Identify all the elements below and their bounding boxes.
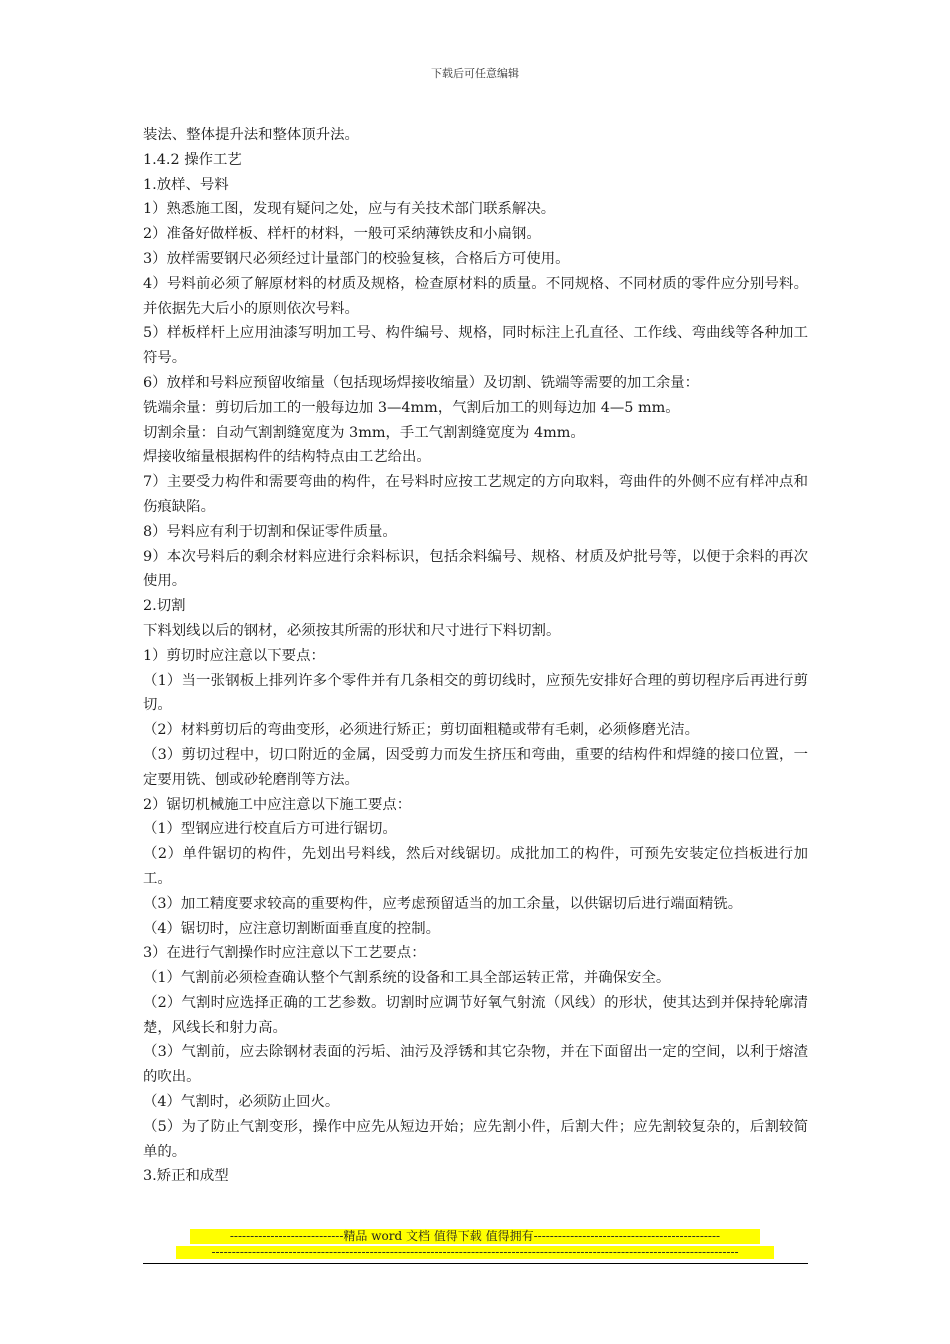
paragraph: （4）锯切时，应注意切割断面垂直度的控制。 [143,920,440,937]
footer-banner-dashes: ---------------------------------------------------------------------------------------------------------------------------------- [176,1246,774,1259]
paragraph: （3）加工精度要求较高的重要构件，应考虑预留适当的加工余量，以供锯切后进行端面精铣。 [143,895,743,912]
paragraph: 5）样板样杆上应用油漆写明加工号、构件编号、规格，同时标注上孔直径、工作线、弯曲线等各种加工符号。 [143,325,808,367]
paragraph: 装法、整体提升法和整体顶升法。 [143,127,359,143]
paragraph: 铣端余量：剪切后加工的一般每边加 3—4mm，气割后加工的则每边加 4—5 mm。 [143,399,680,416]
paragraph: （1）气割前必须检查确认整个气割系统的设备和工具全部运转正常，并确保安全。 [143,970,671,987]
paragraph: 7）主要受力构件和需要弯曲的构件，在号料时应按工艺规定的方向取料，弯曲件的外侧不应有样冲点和伤痕缺陷。 [143,474,808,515]
footer-banner: ----------------------------精品 word 文档 值得下载 值得拥有---------------------------------------------- [190,1229,760,1244]
paragraph: 切割余量：自动气割割缝宽度为 3mm，手工气割割缝宽度为 4mm。 [143,424,585,441]
section-heading: 1.4.2 操作工艺 [143,151,242,168]
paragraph: 1）剪切时应注意以下要点： [143,647,325,664]
paragraph: （3）剪切过程中，切口附近的金属，因受剪力而发生挤压和弯曲，重要的结构件和焊缝的接口位置，一定要用铣、刨或砂轮磨削等方法。 [143,746,808,788]
paragraph: 4）号料前必须了解原材料的材质及规格，检查原材料的质量。不同规格、不同材质的零件应分别号料。并依据先大后小的原则依次号料。 [143,275,808,317]
paragraph: 3）在进行气割操作时应注意以下工艺要点： [143,945,426,962]
paragraph: 9）本次号料后的剩余材料应进行余料标识，包括余料编号、规格、材质及炉批号等，以便于余料的再次使用。 [143,548,808,590]
paragraph: 6）放样和号料应预留收缩量（包括现场焊接收缩量）及切割、铣端等需要的加工余量： [143,374,700,391]
footer-divider [143,1263,808,1264]
paragraph: 下料划线以后的钢材，必须按其所需的形状和尺寸进行下料切割。 [143,622,561,639]
page-header: 下载后可任意编辑 [431,67,519,80]
paragraph: （1）当一张钢板上排列许多个零件并有几条相交的剪切线时，应预先安排好合理的剪切程序后再进行剪切。 [143,672,808,714]
paragraph: 3）放样需要钢尺必须经过计量部门的校验复核，合格后方可使用。 [143,250,570,267]
paragraph: （2）材料剪切后的弯曲变形，必须进行矫正；剪切面粗糙或带有毛刺，必须修磨光洁。 [143,722,700,739]
paragraph: （5）为了防止气割变形，操作中应先从短边开始；应先割小件，后割大件；应先割较复杂的，后割较简单的。 [143,1118,808,1160]
paragraph: 2）锯切机械施工中应注意以下施工要点： [143,796,412,813]
section-heading: 1.放样、号料 [143,176,229,193]
paragraph: （2）气割时应选择正确的工艺参数。切割时应调节好氧气射流（风线）的形状，使其达到并保持轮廓清楚，风线长和射力高。 [143,994,808,1036]
paragraph: （4）气割时，必须防止回火。 [143,1094,340,1111]
section-heading: 3.矫正和成型 [143,1168,229,1185]
paragraph: 8）号料应有利于切割和保证零件质量。 [143,523,397,540]
paragraph: 焊接收缩量根据构件的结构特点由工艺给出。 [143,449,431,466]
paragraph: （3）气割前，应去除钢材表面的污垢、油污及浮锈和其它杂物，并在下面留出一定的空间，以利于熔渣的吹出。 [143,1044,808,1086]
paragraph: （1）型钢应进行校直后方可进行锯切。 [143,821,397,838]
paragraph: （2）单件锯切的构件，先划出号料线，然后对线锯切。成批加工的构件，可预先安装定位挡板进行加工。 [143,846,808,887]
section-heading: 2.切割 [143,598,186,615]
paragraph: 2）准备好做样板、样杆的材料，一般可采纳薄铁皮和小扁钢。 [143,226,541,243]
paragraph: 1）熟悉施工图，发现有疑问之处，应与有关技术部门联系解决。 [143,201,556,218]
document-body [143,123,808,1189]
